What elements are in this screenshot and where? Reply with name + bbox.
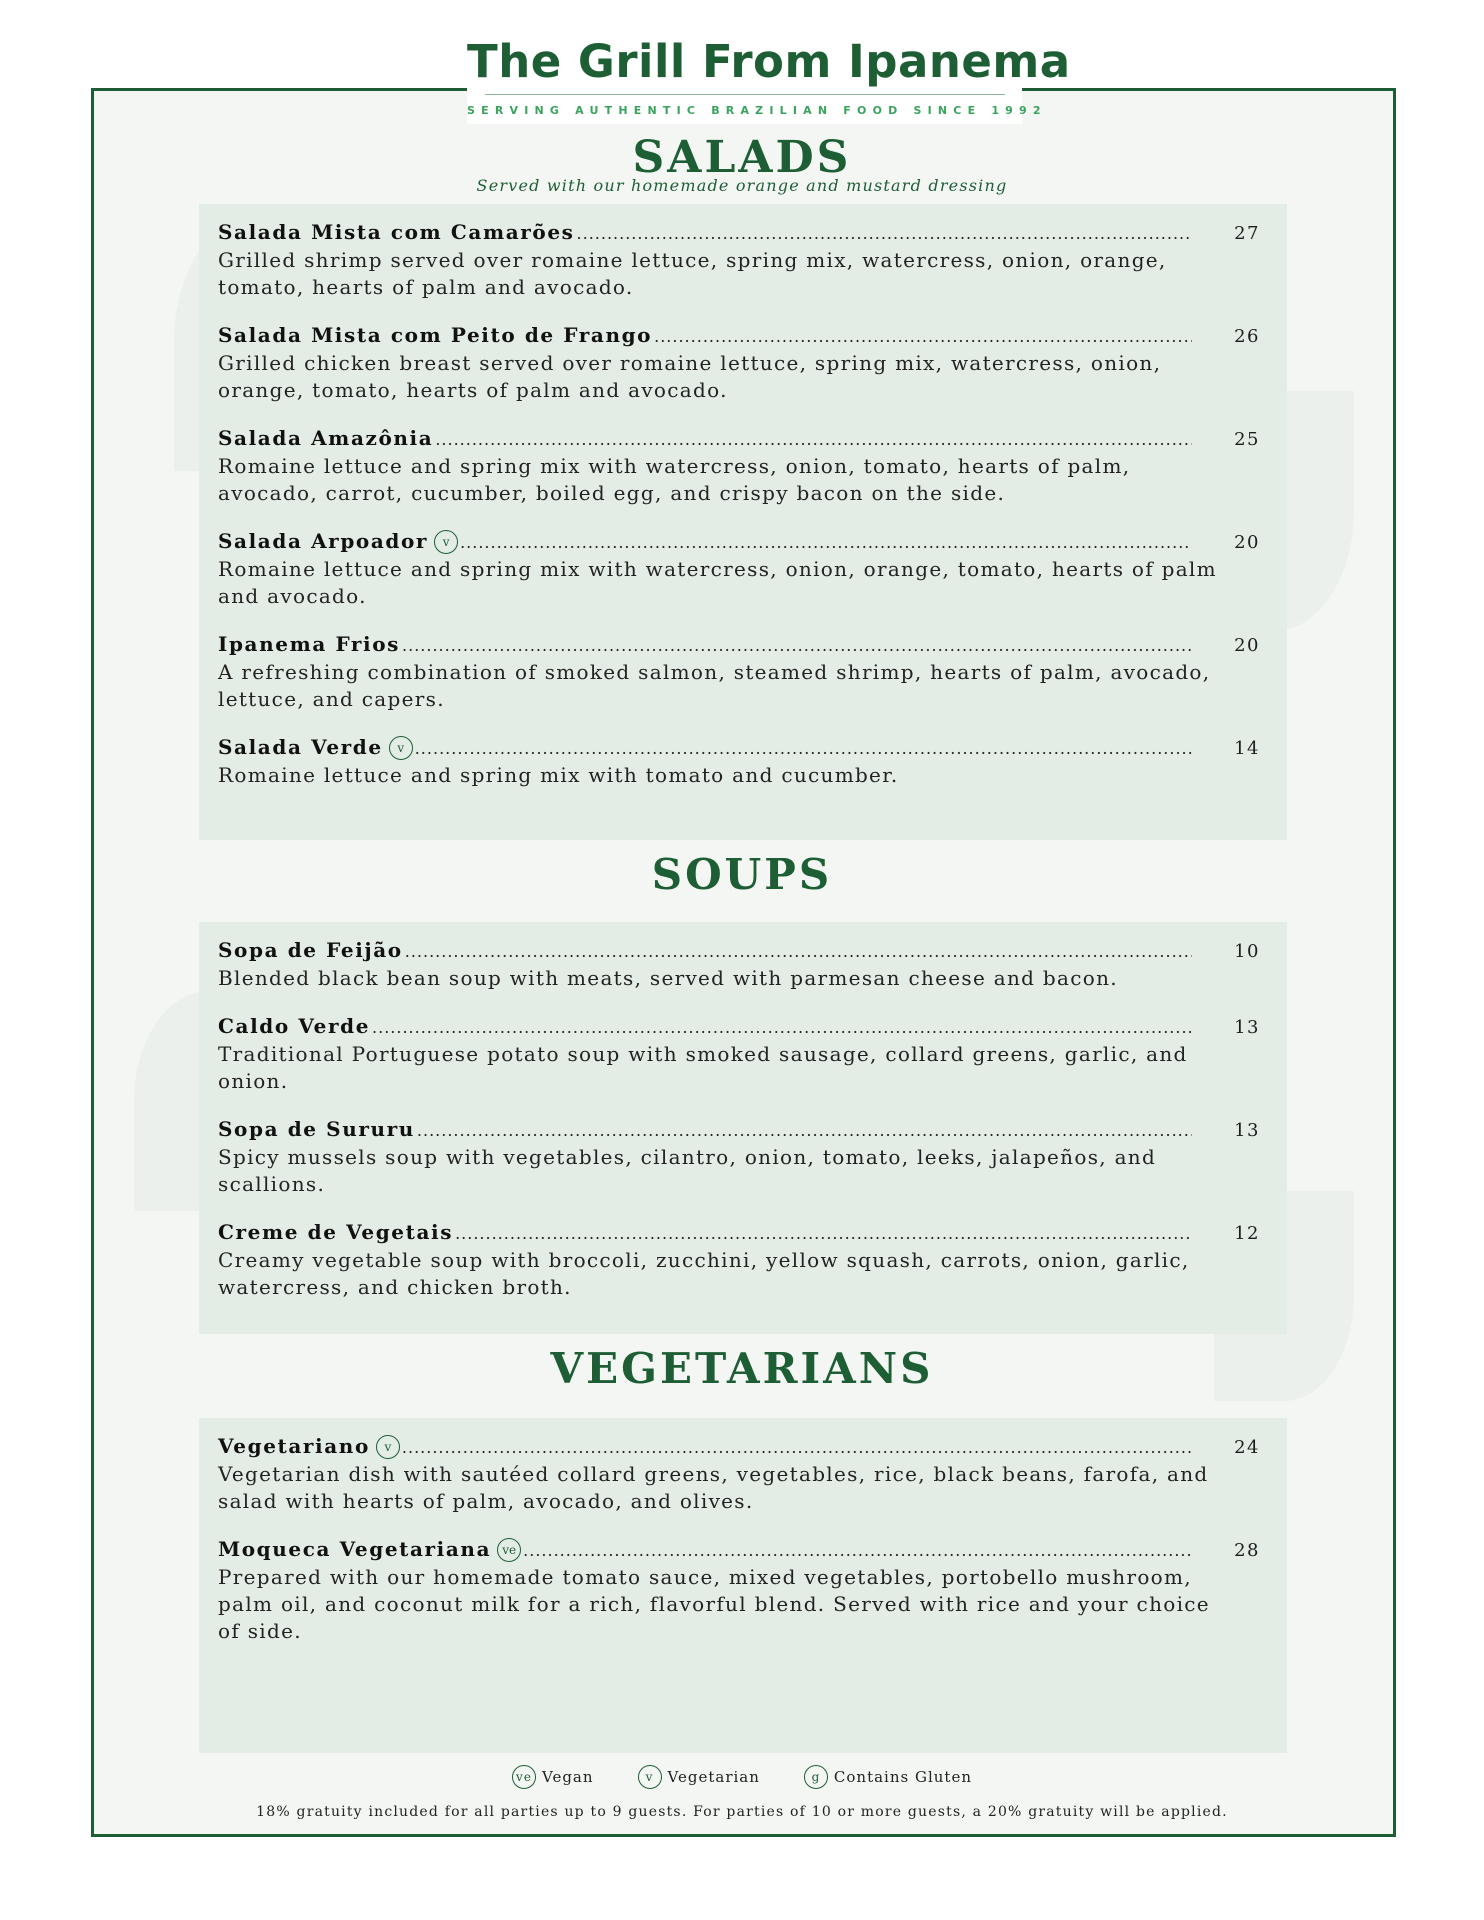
menu-item-description: Grilled shrimp served over romaine lettuce, spring mix, watercress, onion, orange, tomato, hearts of palm and avocado. — [218, 248, 1167, 299]
menu-item-price: 13 — [1234, 1120, 1260, 1141]
legend-label: Contains Gluten — [833, 1768, 972, 1786]
menu-item-price: 13 — [1234, 1017, 1260, 1038]
vegetarian-icon: v — [376, 1435, 400, 1459]
dot-leaders — [435, 430, 1192, 449]
menu-item-price: 28 — [1234, 1540, 1260, 1561]
salads-panel — [199, 204, 1287, 840]
dot-leaders — [402, 1438, 1192, 1457]
menu-item-header — [218, 632, 1287, 662]
vegetarians-panel — [199, 1418, 1287, 1753]
gluten-icon: g — [804, 1765, 828, 1789]
menu-item-header — [218, 1014, 1287, 1044]
menu-item-price: 20 — [1234, 635, 1260, 656]
dot-leaders — [577, 224, 1192, 243]
tagline: SERVING AUTHENTIC BRAZILIAN FOOD SINCE 1992 — [467, 104, 1047, 117]
dot-leaders — [417, 1121, 1192, 1140]
salads-subtitle: Served with our homemade orange and mustard dressing — [476, 176, 1008, 195]
section-title-salads: SALADS — [632, 132, 852, 183]
legend-label: Vegan — [542, 1768, 594, 1786]
menu-item-description: Traditional Portuguese potato soup with smoked sausage, collard greens, garlic, and onion. — [218, 1042, 1188, 1093]
menu-item-name: Moqueca Vegetariana — [218, 1537, 492, 1561]
menu-item — [218, 426, 1287, 507]
menu-item-price: 25 — [1234, 429, 1260, 450]
menu-item — [218, 1434, 1287, 1515]
dot-leaders — [654, 327, 1192, 346]
dietary-legend — [0, 1765, 1484, 1789]
menu-item-name: Salada Amazônia — [218, 426, 434, 450]
menu-item-name: Salada Verde — [218, 735, 383, 759]
menu-item-price: 10 — [1234, 941, 1260, 962]
logo-divider — [485, 94, 1005, 95]
menu-item — [218, 938, 1287, 992]
menu-item-description: Romaine lettuce and spring mix with watercress, onion, tomato, hearts of palm, avocado, carrot, cucumber, boiled egg, and crispy bacon on the side. — [218, 454, 1131, 505]
menu-item-header — [218, 529, 1287, 559]
dot-leaders — [523, 1541, 1192, 1560]
menu-item-description: Prepared with our homemade tomato sauce, mixed vegetables, portobello mushroom, palm oil, and coconut milk for a rich, flavorful blend. Served with rice and your choice of side. — [218, 1565, 1210, 1643]
menu-item-name: Ipanema Frios — [218, 632, 401, 656]
menu-item-price: 12 — [1234, 1223, 1260, 1244]
menu-item — [218, 220, 1287, 301]
menu-item — [218, 1220, 1287, 1301]
dot-leaders — [455, 1224, 1192, 1243]
vegan-icon: ve — [512, 1765, 536, 1789]
dot-leaders — [402, 636, 1192, 655]
dot-leaders — [460, 533, 1192, 552]
dot-leaders — [372, 1018, 1192, 1037]
restaurant-logo: The Grill From Ipanema — [467, 35, 1071, 88]
menu-item — [218, 1117, 1287, 1198]
menu-item — [218, 735, 1287, 789]
menu-item-header — [218, 220, 1287, 250]
menu-item-price: 24 — [1234, 1437, 1260, 1458]
menu-item-price: 14 — [1234, 738, 1260, 759]
dot-leaders — [405, 942, 1192, 961]
menu-item-price: 20 — [1234, 532, 1260, 553]
section-title-vegetarians: VEGETARIANS — [550, 1344, 934, 1393]
section-title-soups: SOUPS — [651, 850, 833, 899]
menu-item — [218, 1537, 1287, 1645]
menu-item-header — [218, 426, 1287, 456]
soups-panel — [199, 922, 1287, 1334]
menu-item-header — [218, 938, 1287, 968]
legend-label: Vegetarian — [667, 1768, 760, 1786]
menu-item-description: Vegetarian dish with sautéed collard greens, vegetables, rice, black beans, farofa, and salad with hearts of palm, avocado, and olives. — [218, 1462, 1209, 1513]
menu-item-header — [218, 323, 1287, 353]
menu-item-description: Blended black bean soup with meats, served with parmesan cheese and bacon. — [218, 966, 1118, 990]
menu-item-description: A refreshing combination of smoked salmon, steamed shrimp, hearts of palm, avocado, lettuce, and capers. — [218, 660, 1211, 711]
legend-item — [804, 1765, 972, 1789]
menu-item-name: Salada Mista com Peito de Frango — [218, 323, 653, 347]
menu-item-header — [218, 1220, 1287, 1250]
menu-item — [218, 323, 1287, 404]
menu-item-name: Salada Mista com Camarões — [218, 220, 575, 244]
logo-block — [467, 22, 1071, 124]
dot-leaders — [415, 739, 1192, 758]
menu-item-name: Sopa de Feijão — [218, 938, 403, 962]
menu-item — [218, 1014, 1287, 1095]
menu-item-name: Creme de Vegetais — [218, 1220, 454, 1244]
menu-item-header — [218, 1537, 1287, 1567]
menu-item-header — [218, 1434, 1287, 1464]
legend-item — [638, 1765, 760, 1789]
menu-item-name: Caldo Verde — [218, 1014, 371, 1038]
menu-item-name: Sopa de Sururu — [218, 1117, 415, 1141]
menu-item-description: Spicy mussels soup with vegetables, cilantro, onion, tomato, leeks, jalapeños, and scallions. — [218, 1145, 1157, 1196]
menu-item — [218, 529, 1287, 610]
legend-item — [512, 1765, 594, 1789]
menu-item-name: Salada Arpoador — [218, 529, 429, 553]
gratuity-note: 18% gratuity included for all parties up to 9 guests. For parties of 10 or more guests, a 20% gratuity will be applied. — [256, 1804, 1228, 1820]
menu-item-description: Grilled chicken breast served over romaine lettuce, spring mix, watercress, onion, orange, tomato, hearts of palm and avocado. — [218, 351, 1162, 402]
menu-item-header — [218, 1117, 1287, 1147]
menu-item-header — [218, 735, 1287, 765]
vegetarian-icon: v — [638, 1765, 662, 1789]
vegetarian-icon: v — [434, 530, 458, 554]
menu-item-description: Romaine lettuce and spring mix with watercress, onion, orange, tomato, hearts of palm and avocado. — [218, 557, 1217, 608]
menu-item — [218, 632, 1287, 713]
menu-item-price: 26 — [1234, 326, 1260, 347]
menu-item-description: Romaine lettuce and spring mix with tomato and cucumber. — [218, 763, 899, 787]
vegan-icon: ve — [497, 1538, 521, 1562]
vegetarian-icon: v — [389, 736, 413, 760]
menu-item-description: Creamy vegetable soup with broccoli, zucchini, yellow squash, carrots, onion, garlic, watercress, and chicken broth. — [218, 1248, 1190, 1299]
menu-item-price: 27 — [1234, 223, 1260, 244]
menu-item-name: Vegetariano — [218, 1434, 370, 1458]
